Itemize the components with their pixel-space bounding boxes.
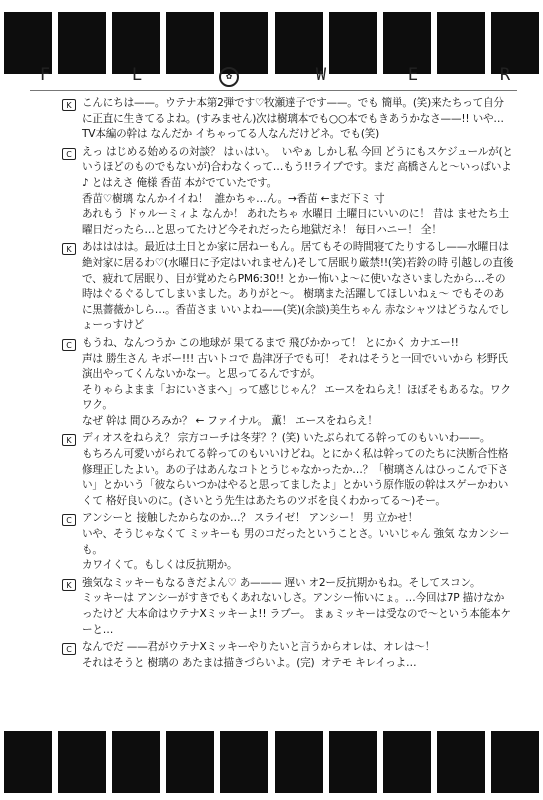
black-bar xyxy=(437,731,485,793)
dialogue-entry xyxy=(62,640,514,671)
speaker-marker: K xyxy=(62,243,76,255)
dialogue-entry xyxy=(62,336,514,430)
black-bar xyxy=(383,731,431,793)
entry-text: アンシーと 接触したからなのか…？ スライゼ！ アンシー！ 男 立かせ！ いや、そうじゃなくて ミッキーも 男のコだったということさ。いいじゃん 強気 なカンシーも。 カワイくて。もしくは反抗期か。 xyxy=(82,512,510,572)
speaker-marker: C xyxy=(62,148,76,160)
entry-text: ディオスをねらえ？ 宗方コーチは冬芽？？(笑) いたぶられてる幹ってのもいいわ——。 もちろん可愛いがられてる幹ってのもいいけどね。とにかく私は幹ってのたちに決断合性格修理正したよい。あの子はあんなコトとうじゃなかったか…？「樹璃さんはひっこんで下さい」とかいう「彼ならいつかはやると思ってましたよ」とかいう原作版の幹はスゲーかわいくて 格好良いのに。(さいとう先生はあたちのツボを良くわかってる〜)そー。 xyxy=(82,432,509,507)
dialogue-entry xyxy=(62,576,514,638)
title-letter: F xyxy=(39,65,51,85)
entry-text: なんでだ ——君がウテナXミッキーやりたいと言うからオレは、オレは〜！ それはそうと 樹璃の あたまは描きづらいよ。(完) オテモ キレイっよ… xyxy=(82,641,436,669)
speaker-marker: C xyxy=(62,643,76,655)
entry-text: あはははは。最近は土日とか家に居ねーもん。居てもその時間寝てたりするし——水曜日は絶対家に居るわ♡(水曜日に予定はいれません)そして居眠り厳禁!!(笑)若鈴の時 引越しの直後で、疲れて居眠り、目が覚めたらPM6:30!! とかー怖いよ〜に使いなさいましたから…その時はぐるぐるしてしまいました。ありがと〜。 樹璃また活躍してほしいねぇ～ でもそのあに黒薔薇かしら…。香苗さま いいよね——(笑)(余談)美生ちゃん 赤なシャツはどうなんでしょーっすけど xyxy=(82,241,514,332)
black-bar xyxy=(329,731,377,793)
dialogue-entry xyxy=(62,96,514,143)
entry-text: 強気なミッキーもなるきだよん♡ あ——— 遅い オ2ー反抗期かもね。そしてスコン。 ミッキーは アンシーがすきでもくあれないしさ。アンシー怖いにょ。…今回は7P 描けなかったけど 大本命はウテナXミッキーよ!! ラブー。 まぁミッキーは受なので〜という本能本ケーと… xyxy=(82,576,511,636)
black-bar xyxy=(220,731,268,793)
black-bar xyxy=(166,731,214,793)
black-bar xyxy=(4,731,52,793)
speaker-marker: K xyxy=(62,99,76,111)
title-letter: R xyxy=(499,65,511,85)
black-bar xyxy=(112,731,160,793)
bottom-black-bars xyxy=(0,731,543,793)
speaker-marker: C xyxy=(62,514,76,526)
entry-text: えっ はじめる始めるの対談？ はぃはい。 いやぁ しかし私 今回 どうにもスケジュールが(というほどのものでもないが)合わなくって…もう!!ライブです。まだ 高橋さんと〜いっぱいよ♪ とはえさ 俺様 香苗 本がでていたです。 香苗♡樹璃 なんかイイね！ 誰かちゃ…ん。→香苗 ←まだ下ミ 寸 あれもう ドゥルーミィよ なんか！ あれたちゃ 水曜日 土曜日にいいのに！ 昔は ませたち土曜日だったら…と思ってたけど今それだったら地獄だネ！ 毎日ハニー！ 全！ xyxy=(82,145,513,236)
entry-text: もうね、なんつうか この地球が 果てるまで 飛びかかって！ とにかく カナエー!! 声は 勝生さん キボー!!! 古いトコで 島津冴子でも可！ それはそうと一回でいいから 杉野氏 演出やってくんないかなー。と思ってるんですが。 そりゃらよまま「おにいさまへ」って感じじゃん？ エースをねらえ！ほぼそもあるな。ワクワク。 なぜ 幹は 間ひろみか？ ← ファイナル。 薫！ エースをねらえ！ xyxy=(82,336,511,427)
speaker-marker: K xyxy=(62,579,76,591)
dialogue-entry xyxy=(62,511,514,573)
speaker-marker: C xyxy=(62,339,76,351)
flower-title xyxy=(30,64,520,86)
dialogue-entry xyxy=(62,145,514,239)
title-letter: W xyxy=(315,65,327,85)
dialogue-entry xyxy=(62,240,514,334)
entry-text: こんにちは——。ウテナ本第2弾です♡牧瀬達子です——。でも 簡単。(笑)来たちって自分に正直に生きてるよね。(すみません)次は樹璃本でも○○本でもきあうかなさ——!! いや… TV本編の幹は なんだか イちゃってる人なんだけどネ。でも(笑) xyxy=(82,97,507,141)
title-divider xyxy=(30,90,517,91)
dialogue-transcript xyxy=(62,96,514,673)
speaker-marker: K xyxy=(62,434,76,446)
title-letter-o xyxy=(214,64,244,87)
black-bar xyxy=(275,731,323,793)
flower-icon: ✿ xyxy=(219,67,239,87)
black-bar xyxy=(58,731,106,793)
dialogue-entry xyxy=(62,431,514,509)
title-letter: E xyxy=(407,65,419,85)
black-bar xyxy=(491,731,539,793)
title-letter: L xyxy=(131,65,143,85)
